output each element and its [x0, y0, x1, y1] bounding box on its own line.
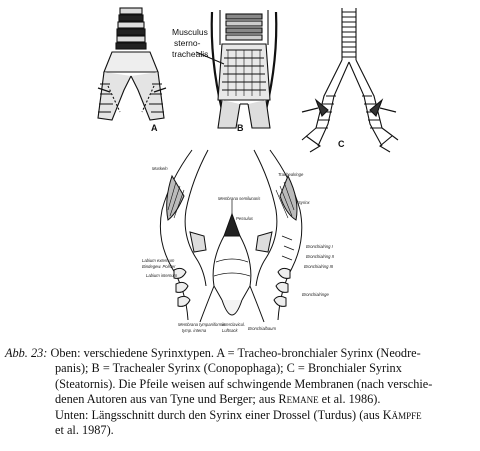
caption-line-2: panis); B = Trachealer Syrinx (Conopophaga); C = Bronchialer Syrinx: [55, 361, 402, 376]
muscle-label-line3: trachealis: [172, 49, 209, 59]
arrow-c-left: [302, 108, 318, 112]
syrinx-type-a-drawing: [98, 8, 164, 120]
figure-caption: [5, 346, 475, 438]
label-bronchialring-3: Bronchialring III: [304, 264, 334, 269]
author-remane: Remane: [278, 392, 319, 407]
label-membrana-tympaniformis: Membrana tympaniformis: [178, 322, 226, 327]
caption-text-4-tail: et al. 1986).: [318, 392, 381, 407]
caption-text-5: Unten: Längsschnitt durch den Syrinx einer Drossel (Turdus) (aus: [55, 407, 383, 422]
label-bindegewebs-polster: Bindegew. Polster: [142, 264, 176, 269]
muscle-label-line2: sterno-: [174, 38, 201, 48]
caption-label: Abb. 23:: [5, 346, 48, 360]
caption-line-6: et al. 1987).: [55, 423, 114, 438]
label-bronchialbaum: Bronchialbaum: [248, 326, 276, 331]
label-muskeln: Muskeln: [152, 166, 168, 171]
arrow-c-right: [380, 108, 396, 112]
label-pessulus: Pessulus: [236, 216, 253, 221]
label-trachealringe: Trachealringe: [278, 172, 304, 177]
caption-text-4: denen Autoren aus van Tyne und Berger; aus: [55, 392, 279, 407]
label-bronchialringe: Bronchialringe: [302, 292, 329, 297]
label-bronchialring-2: Bronchialring II: [306, 254, 334, 259]
label-interclavicular: interclavicul.: [222, 322, 246, 327]
syrinx-type-b-drawing: [212, 10, 277, 128]
author-kaempfe: Kämpfe: [382, 407, 422, 422]
label-bronchialring-1: Bronchialring I: [306, 244, 333, 249]
syrinx-type-c-drawing: [302, 8, 398, 152]
label-membrana-semilunaris: Membrana semilunaris: [218, 196, 261, 201]
caption-line-3: (Steatornis). Die Pfeile weisen auf schwingende Membranen (nach verschie-: [55, 376, 433, 391]
label-labium-externum: Labium externum: [142, 258, 175, 263]
caption-text-1: Oben: verschiedene Syrinxtypen. A = Tracheo-bronchialer Syrinx (Neodre-: [50, 346, 421, 360]
label-labium-internum: Labium internum: [146, 273, 178, 278]
caption-line-5: [5, 408, 475, 423]
muscle-label-line1: Musculus: [172, 27, 208, 37]
caption-line-4: [5, 392, 475, 407]
label-tympaniformis-interna: tymp. interna: [182, 328, 207, 333]
label-luftsack: Luftsack: [222, 328, 238, 333]
caption-line-1: [5, 346, 475, 361]
panel-a-label: A: [151, 123, 158, 133]
panel-b-label: B: [237, 123, 244, 133]
panel-c-label: C: [338, 139, 345, 149]
label-syrinx-muskel: Syrinx: [298, 200, 310, 205]
